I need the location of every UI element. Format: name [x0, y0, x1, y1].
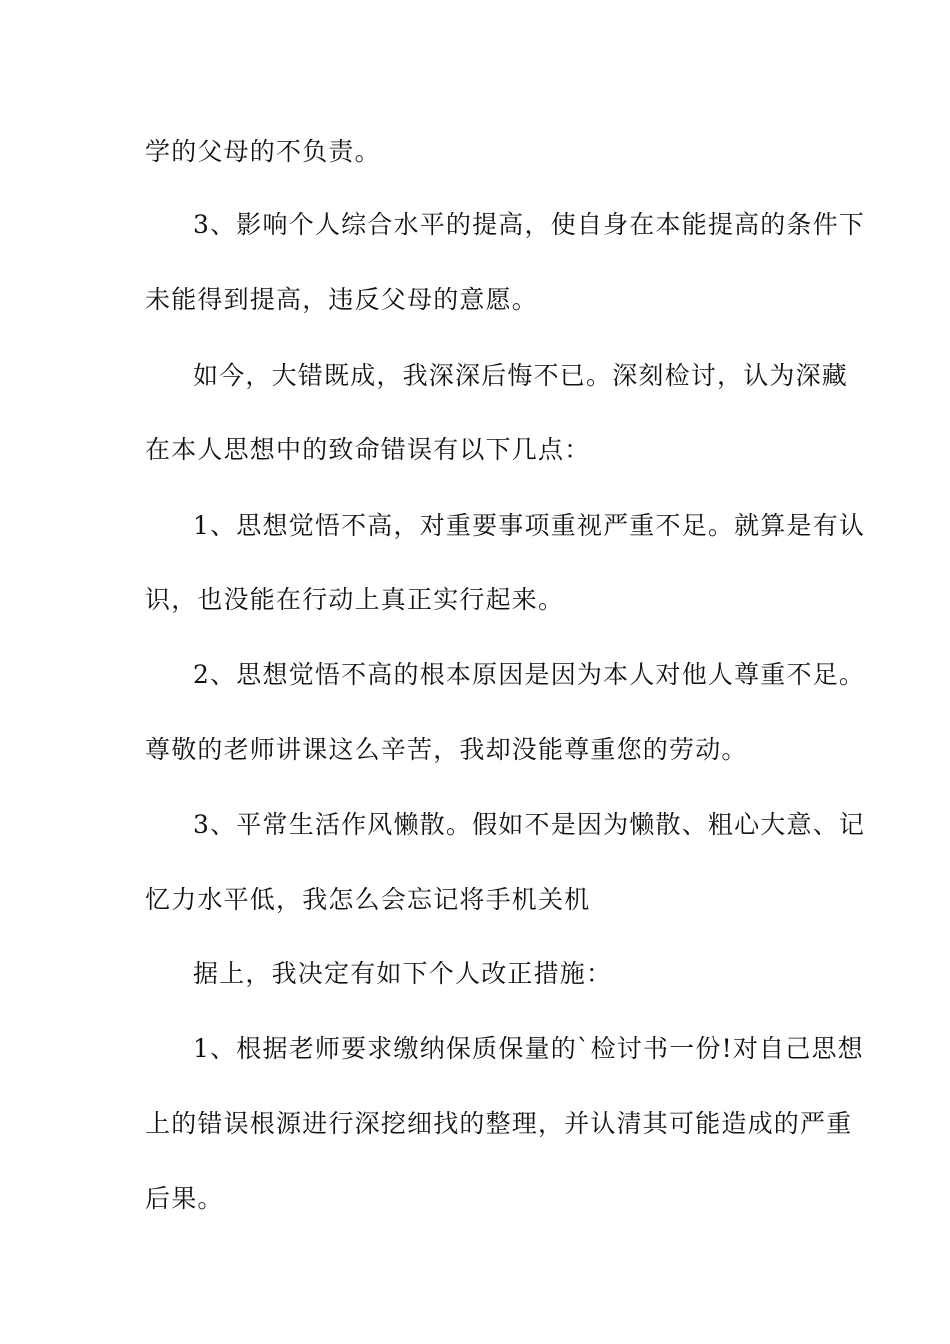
text-line: 学的父母的不负责。 — [145, 137, 381, 166]
text-line: 1、根据老师要求缴纳保质保量的`检讨书一份!对自己思想 — [193, 1034, 864, 1063]
text-line: 2、思想觉悟不高的根本原因是因为本人对他人尊重不足。 — [193, 660, 866, 689]
text-line: 3、影响个人综合水平的提高，使自身在本能提高的条件下 — [193, 210, 866, 239]
text-line: 1、思想觉悟不高，对重要事项重视严重不足。就算是有认 — [193, 511, 866, 540]
text-line: 识，也没能在行动上真正实行起来。 — [145, 585, 565, 614]
text-line: 上的错误根源进行深挖细找的整理，并认清其可能造成的严重 — [145, 1109, 853, 1138]
text-line: 未能得到提高，违反父母的意愿。 — [145, 285, 539, 314]
text-line: 忆力水平低，我怎么会忘记将手机关机 — [145, 885, 591, 914]
text-line: 在本人思想中的致命错误有以下几点： — [145, 435, 591, 464]
text-line: 后果。 — [145, 1184, 224, 1213]
text-line: 3、平常生活作风懒散。假如不是因为懒散、粗心大意、记 — [193, 810, 866, 839]
text-line: 如今，大错既成，我深深后悔不已。深刻检讨，认为深藏 — [193, 361, 849, 390]
text-line: 尊敬的老师讲课这么辛苦，我却没能尊重您的劳动。 — [145, 735, 748, 764]
text-line: 据上，我决定有如下个人改正措施： — [193, 959, 613, 988]
